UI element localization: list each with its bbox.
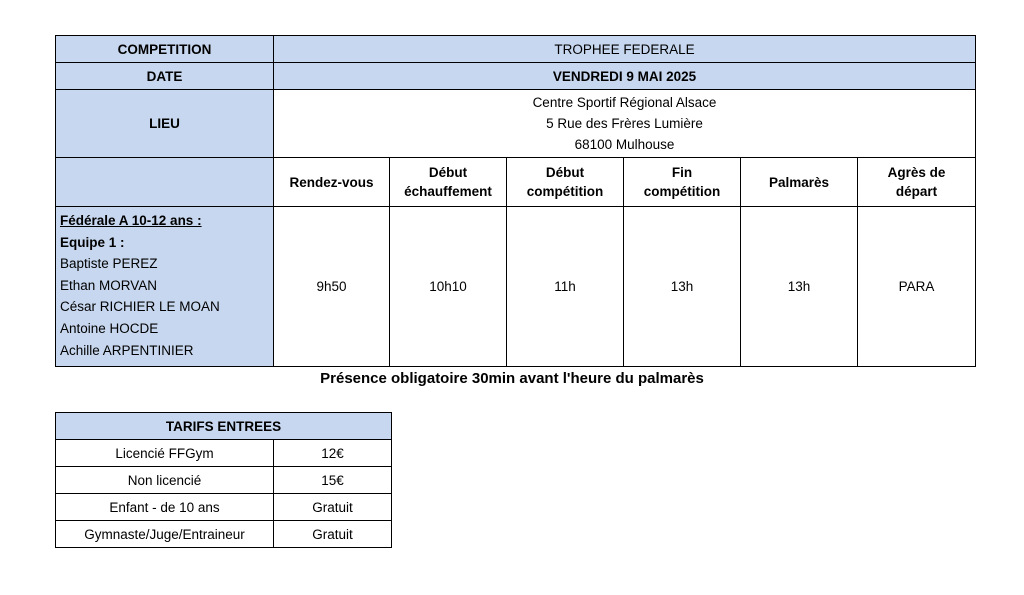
tarif-price: Gratuit (274, 494, 392, 521)
value-rendez-vous: 9h50 (274, 207, 390, 367)
header-line: Palmarès (768, 174, 830, 190)
header-debut-echauffement (390, 158, 507, 207)
tarif-price: Gratuit (274, 521, 392, 548)
lieu-value (274, 90, 976, 158)
tarif-label: Gymnaste/Juge/Entraineur (56, 521, 274, 548)
header-agres-depart (858, 158, 976, 207)
header-line: compétition (643, 184, 721, 199)
tarif-label: Enfant - de 10 ans (56, 494, 274, 521)
lieu-label: LIEU (56, 90, 274, 158)
header-line: échauffement (404, 184, 492, 199)
value-palmares: 13h (741, 207, 858, 367)
presence-note: Présence obligatoire 30min avant l'heure du palmarès (320, 370, 704, 387)
header-line: compétition (526, 184, 604, 199)
team-cell (56, 207, 274, 367)
date-value: VENDREDI 9 MAI 2025 (274, 63, 976, 90)
competition-value: TROPHEE FEDERALE (274, 36, 976, 63)
competition-label: COMPETITION (56, 36, 274, 63)
tarif-price: 15€ (274, 467, 392, 494)
tarif-label: Non licencié (56, 467, 274, 494)
lieu-line-city: 68100 Mulhouse (574, 137, 675, 152)
header-line: Fin (671, 165, 693, 180)
team-member: Ethan MORVAN (60, 277, 158, 293)
tarif-price: 12€ (274, 440, 392, 467)
header-rendez-vous (274, 158, 390, 207)
tarifs-title: TARIFS ENTREES (56, 413, 392, 440)
header-line: Début (545, 165, 585, 180)
lieu-line-venue: Centre Sportif Régional Alsace (532, 95, 717, 110)
value-debut-competition: 11h (507, 207, 624, 367)
header-debut-competition (507, 158, 624, 207)
tarif-label: Licencié FFGym (56, 440, 274, 467)
value-fin-competition: 13h (624, 207, 741, 367)
header-line: départ (895, 184, 938, 199)
header-empty-cell (56, 158, 274, 207)
header-line: Début (428, 165, 468, 180)
date-label: DATE (56, 63, 274, 90)
competition-table (55, 35, 976, 367)
team-member: César RICHIER LE MOAN (60, 299, 220, 315)
header-line: Rendez-vous (289, 174, 374, 190)
header-line: Agrès de (887, 165, 946, 180)
header-fin-competition (624, 158, 741, 207)
lieu-line-street: 5 Rue des Frères Lumière (546, 116, 703, 131)
team-equipe: Equipe 1 : (60, 234, 125, 250)
team-member: Achille ARPENTINIER (60, 342, 194, 358)
team-category: Fédérale A 10-12 ans : (60, 213, 202, 228)
value-agres-depart: PARA (858, 207, 976, 367)
tarifs-table (55, 412, 392, 548)
header-palmares (741, 158, 858, 207)
value-debut-echauffement: 10h10 (390, 207, 507, 367)
team-member: Antoine HOCDE (60, 320, 159, 336)
team-member: Baptiste PEREZ (60, 256, 158, 272)
